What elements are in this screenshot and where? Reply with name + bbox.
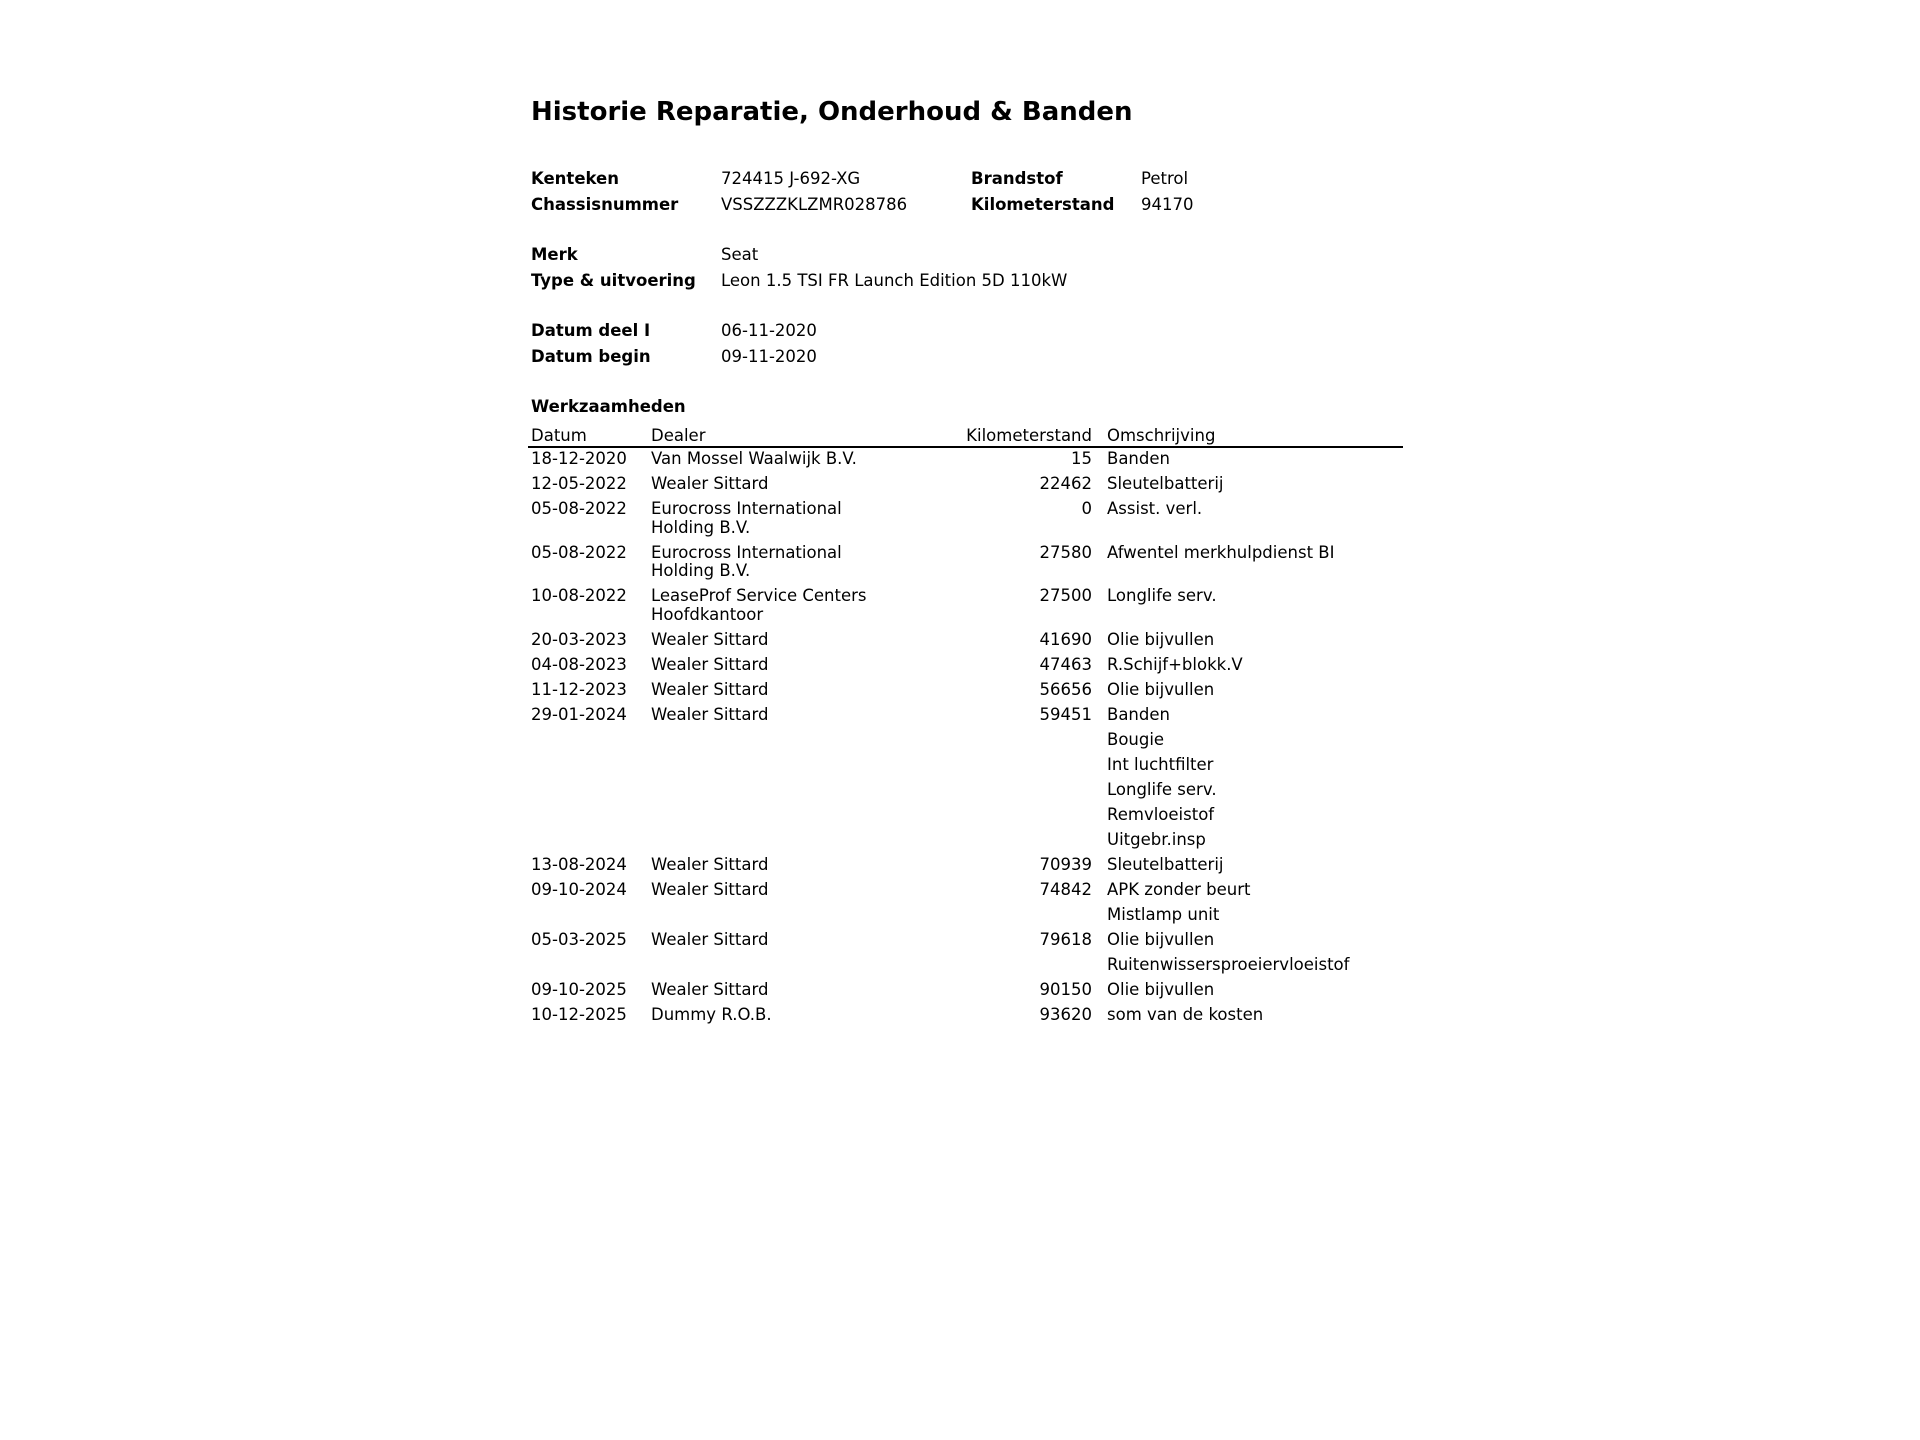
- cell-omschrijving: Olie bijvullen: [1107, 679, 1215, 699]
- info-row-type: [531, 268, 1411, 294]
- cell-kilometerstand: [909, 806, 1095, 831]
- column-header-kilometerstand: Kilometerstand: [909, 425, 1095, 447]
- chassis-value: VSSZZZKLZMR028786: [721, 194, 908, 214]
- cell-kilometerstand: 59451: [1039, 704, 1092, 724]
- cell-omschrijving: Uitgebr.insp: [1107, 829, 1206, 849]
- cell-omschrijving: Olie bijvullen: [1107, 979, 1215, 999]
- table-row: [528, 706, 1403, 731]
- cell-datum: [528, 731, 648, 756]
- cell-dealer: Wealer Sittard: [651, 654, 769, 674]
- cell-omschrijving: Mistlamp unit: [1107, 904, 1220, 924]
- cell-dealer: [648, 906, 909, 931]
- cell-dealer: [648, 806, 909, 831]
- cell-omschrijving: Olie bijvullen: [1107, 629, 1215, 649]
- cell-dealer: Wealer Sittard: [651, 474, 769, 493]
- cell-datum: 10-12-2025: [531, 1004, 627, 1024]
- cell-datum: 10-08-2022: [531, 586, 627, 605]
- cell-datum: 05-08-2022: [531, 499, 627, 518]
- table-row: [528, 831, 1403, 856]
- kenteken-value: 724415 J-692-XG: [721, 169, 861, 188]
- datum-deel-label: Datum deel I: [531, 321, 651, 340]
- cell-dealer: Van Mossel Waalwijk B.V.: [651, 449, 857, 468]
- cell-omschrijving: Banden: [1107, 704, 1170, 724]
- table-row: [528, 906, 1403, 931]
- table-row: [528, 1006, 1403, 1031]
- cell-kilometerstand: 41690: [1039, 629, 1092, 649]
- kilometerstand-label: Kilometerstand: [971, 194, 1115, 214]
- cell-kilometerstand: 27500: [1039, 586, 1092, 605]
- column-header-omschrijving: Omschrijving: [1095, 425, 1403, 447]
- cell-datum: 13-08-2024: [531, 854, 627, 874]
- cell-omschrijving: Int luchtfilter: [1107, 754, 1214, 774]
- cell-dealer: LeaseProf Service Centers Hoofdkantoor: [651, 586, 867, 624]
- table-row: [528, 756, 1403, 781]
- cell-kilometerstand: [909, 731, 1095, 756]
- page-title: Historie Reparatie, Onderhoud & Banden: [531, 97, 1133, 127]
- table-row: [528, 731, 1403, 756]
- kenteken-label: Kenteken: [531, 169, 619, 188]
- cell-kilometerstand: [909, 756, 1095, 781]
- cell-dealer: Wealer Sittard: [651, 629, 769, 649]
- work-table-header: [528, 425, 1403, 447]
- merk-label: Merk: [531, 245, 578, 264]
- vehicle-id-block: [531, 166, 1411, 217]
- cell-dealer: Wealer Sittard: [651, 929, 769, 949]
- cell-kilometerstand: 22462: [1039, 474, 1092, 493]
- cell-omschrijving: Sleutelbatterij: [1107, 474, 1224, 493]
- type-value: Leon 1.5 TSI FR Launch Edition 5D 110kW: [721, 270, 1068, 290]
- cell-dealer: [648, 781, 909, 806]
- table-row: [528, 587, 1403, 631]
- cell-datum: [528, 781, 648, 806]
- table-row: [528, 981, 1403, 1006]
- cell-kilometerstand: 47463: [1039, 654, 1092, 674]
- table-row: [528, 956, 1403, 981]
- info-row-kenteken: [531, 166, 1411, 192]
- table-row: [528, 856, 1403, 881]
- cell-omschrijving: Bougie: [1107, 729, 1165, 749]
- cell-datum: [528, 906, 648, 931]
- kilometerstand-value: 94170: [1141, 194, 1194, 214]
- cell-omschrijving: Remvloeistof: [1107, 804, 1215, 824]
- cell-omschrijving: Afwentel merkhulpdienst BI: [1107, 542, 1335, 562]
- cell-datum: 12-05-2022: [531, 474, 627, 493]
- cell-omschrijving: som van de kosten: [1107, 1004, 1264, 1024]
- document: [531, 90, 1411, 1031]
- brandstof-label: Brandstof: [971, 169, 1063, 188]
- cell-omschrijving: R.Schijf+blokk.V: [1107, 654, 1243, 674]
- chassis-label: Chassisnummer: [531, 194, 679, 214]
- type-label: Type & uitvoering: [531, 270, 696, 290]
- table-row: [528, 447, 1403, 475]
- table-row: [528, 806, 1403, 831]
- cell-kilometerstand: [909, 906, 1095, 931]
- cell-datum: 11-12-2023: [531, 679, 627, 699]
- work-table-body: [528, 447, 1403, 1031]
- cell-dealer: Wealer Sittard: [651, 879, 769, 899]
- cell-datum: 09-10-2024: [531, 879, 627, 899]
- column-header-dealer: Dealer: [648, 425, 909, 447]
- cell-dealer: Wealer Sittard: [651, 979, 769, 999]
- datum-begin-value: 09-11-2020: [721, 346, 817, 366]
- table-row: [528, 931, 1403, 956]
- cell-dealer: [648, 756, 909, 781]
- cell-kilometerstand: 0: [1081, 499, 1092, 518]
- cell-omschrijving: Ruitenwissersproeiervloeistof: [1107, 954, 1350, 974]
- cell-datum: [528, 806, 648, 831]
- cell-datum: [528, 831, 648, 856]
- vehicle-dates-block: [531, 318, 1411, 369]
- cell-kilometerstand: [909, 831, 1095, 856]
- cell-datum: 04-08-2023: [531, 654, 627, 674]
- cell-omschrijving: Banden: [1107, 449, 1170, 468]
- table-row: [528, 631, 1403, 656]
- cell-kilometerstand: [909, 956, 1095, 981]
- werkzaamheden-heading: Werkzaamheden: [531, 397, 686, 416]
- cell-kilometerstand: 15: [1071, 449, 1092, 468]
- cell-kilometerstand: 74842: [1039, 879, 1092, 899]
- cell-datum: 05-08-2022: [531, 542, 627, 562]
- merk-value: Seat: [721, 245, 759, 264]
- table-row: [528, 656, 1403, 681]
- cell-datum: 05-03-2025: [531, 929, 627, 949]
- info-row-datum-deel: [531, 318, 1411, 344]
- cell-kilometerstand: [909, 781, 1095, 806]
- table-row: [528, 475, 1403, 500]
- cell-dealer: Wealer Sittard: [651, 704, 769, 724]
- column-header-datum: Datum: [528, 425, 648, 447]
- cell-datum: 20-03-2023: [531, 629, 627, 649]
- cell-datum: [528, 956, 648, 981]
- cell-datum: [528, 756, 648, 781]
- datum-deel-value: 06-11-2020: [721, 321, 817, 340]
- cell-omschrijving: Olie bijvullen: [1107, 929, 1215, 949]
- info-row-chassis: [531, 192, 1411, 218]
- vehicle-model-block: [531, 242, 1411, 293]
- cell-kilometerstand: 27580: [1039, 542, 1092, 562]
- table-row: [528, 781, 1403, 806]
- cell-omschrijving: Longlife serv.: [1107, 586, 1217, 605]
- cell-dealer: [648, 731, 909, 756]
- cell-kilometerstand: 70939: [1039, 854, 1092, 874]
- datum-begin-label: Datum begin: [531, 346, 651, 366]
- cell-dealer: [648, 831, 909, 856]
- info-row-merk: [531, 242, 1411, 268]
- cell-dealer: Wealer Sittard: [651, 679, 769, 699]
- cell-omschrijving: APK zonder beurt: [1107, 879, 1251, 899]
- table-row: [528, 500, 1403, 544]
- info-row-datum-begin: [531, 344, 1411, 370]
- cell-datum: 09-10-2025: [531, 979, 627, 999]
- cell-kilometerstand: 93620: [1039, 1004, 1092, 1024]
- cell-dealer: Eurocross International Holding B.V.: [651, 542, 842, 580]
- table-row: [528, 544, 1403, 588]
- cell-omschrijving: Longlife serv.: [1107, 779, 1217, 799]
- cell-dealer: Wealer Sittard: [651, 854, 769, 874]
- cell-dealer: Eurocross International Holding B.V.: [651, 499, 842, 537]
- cell-kilometerstand: 90150: [1039, 979, 1092, 999]
- work-table: [528, 425, 1403, 1031]
- cell-kilometerstand: 56656: [1039, 679, 1092, 699]
- cell-omschrijving: Sleutelbatterij: [1107, 854, 1224, 874]
- table-row: [528, 881, 1403, 906]
- cell-datum: 29-01-2024: [531, 704, 627, 724]
- cell-dealer: Dummy R.O.B.: [651, 1004, 772, 1024]
- cell-omschrijving: Assist. verl.: [1107, 499, 1203, 518]
- cell-dealer: [648, 956, 909, 981]
- cell-kilometerstand: 79618: [1039, 929, 1092, 949]
- table-row: [528, 681, 1403, 706]
- cell-datum: 18-12-2020: [531, 449, 627, 468]
- brandstof-value: Petrol: [1141, 169, 1189, 188]
